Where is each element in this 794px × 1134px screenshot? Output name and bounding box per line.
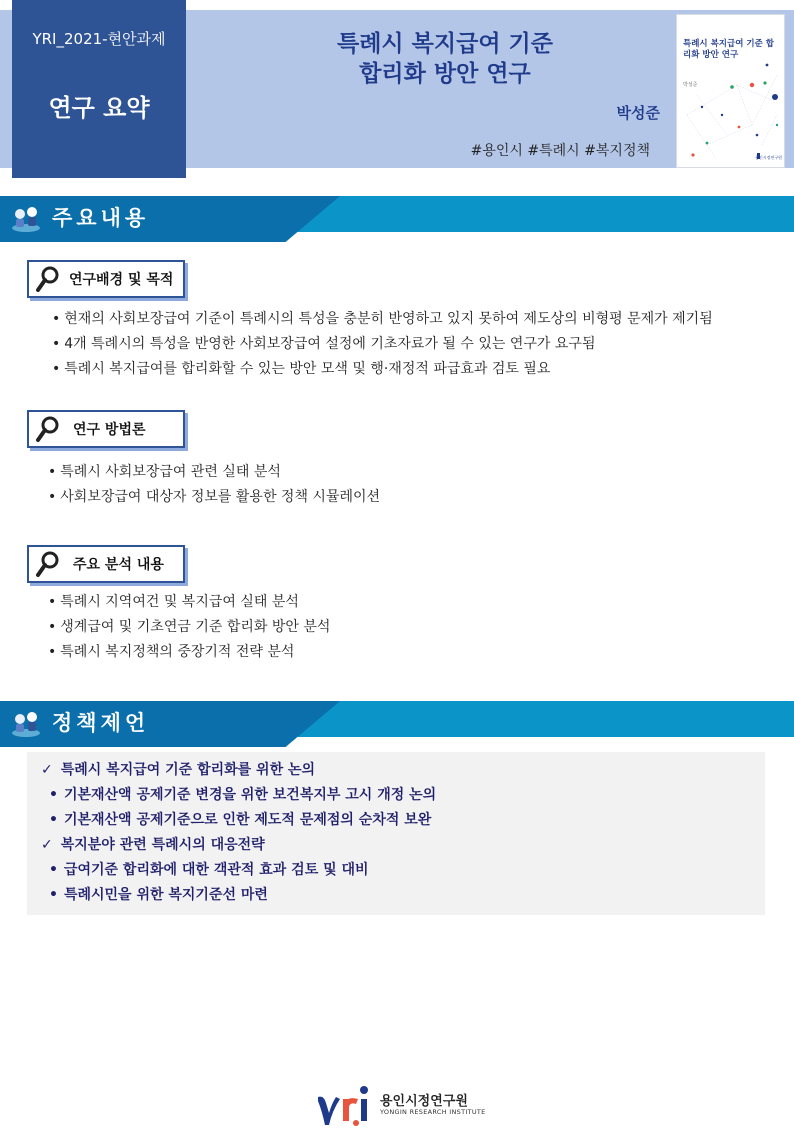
- cover-network-graphic: [677, 15, 784, 167]
- cover-author: 박성준: [683, 82, 698, 88]
- magnifier-icon: [35, 415, 61, 443]
- report-code: YRI_2021-현안과제: [32, 30, 166, 48]
- section-bar-main: [0, 196, 794, 242]
- policy-recommendation-box: [27, 752, 765, 915]
- subsection-label-method: 연구 방법론: [73, 422, 146, 438]
- section-title-policy: 정책제언: [52, 711, 150, 735]
- footer-org-name: 용인시정연구원: [380, 1094, 468, 1109]
- bullet-list-background: [52, 307, 713, 382]
- policy-subitem: • 기본재산액 공제기준으로 인한 제도적 문제점의 순차적 보완: [41, 808, 436, 833]
- section-bar-policy: [0, 701, 794, 747]
- list-item: • 특례시 지역여건 및 복지급여 실태 분석: [48, 590, 330, 615]
- magnifier-icon: [35, 265, 61, 293]
- subsection-label-background: 연구배경 및 목적: [69, 272, 174, 288]
- section-title-main: 주요내용: [52, 206, 150, 230]
- policy-subitem: • 특례시민을 위한 복지기준선 마련: [41, 883, 436, 908]
- list-item: • 특례시 사회보장급여 관련 실태 분석: [48, 460, 380, 485]
- institute-logo-icon: [316, 1083, 374, 1127]
- subsection-header-background: [27, 260, 185, 298]
- list-item: • 특례시 복지급여를 합리화할 수 있는 방안 모색 및 행·재정적 파급효과 검토 필요: [52, 357, 713, 382]
- footer-org-name-en: YONGIN RESEARCH INSTITUTE: [380, 1108, 486, 1116]
- people-network-icon: [8, 707, 44, 739]
- policy-subitem: • 급여기준 합리화에 대한 객관적 효과 검토 및 대비: [41, 858, 436, 883]
- author: 박성준: [616, 104, 660, 122]
- subsection-header-method: [27, 410, 185, 448]
- list-item: • 생계급여 및 기초연금 기준 합리화 방안 분석: [48, 615, 330, 640]
- report-title: [290, 30, 600, 90]
- subsection-label-analysis: 주요 분석 내용: [73, 557, 164, 573]
- section-bar-tab: [0, 196, 340, 242]
- list-item: • 현재의 사회보장급여 기준이 특례시의 특성을 충분히 반영하고 있지 못하여 제도상의 비형평 문제가 제기됨: [52, 307, 713, 332]
- hashtags: #용인시 #특례시 #복지정책: [470, 143, 650, 159]
- report-title-line2: 합리화 방안 연구: [359, 60, 531, 87]
- bullet-list-analysis: [48, 590, 330, 665]
- policy-subitem: • 기본재산액 공제기준 변경을 위한 보건복지부 고시 개정 논의: [41, 783, 436, 808]
- list-item: • 4개 특례시의 특성을 반영한 사회보장급여 설정에 기초자료가 될 수 있는 연구가 요구됨: [52, 332, 713, 357]
- report-title-line1: 특례시 복지급여 기준: [337, 31, 553, 57]
- list-item: • 사회보장급여 대상자 정보를 활용한 정책 시뮬레이션: [48, 485, 380, 510]
- list-item: • 특례시 복지정책의 중장기적 전략 분석: [48, 640, 330, 665]
- bullet-list-method: [48, 460, 380, 510]
- policy-item: ✓ 특례시 복지급여 기준 합리화를 위한 논의: [41, 758, 436, 783]
- cover-org: 용인시정연구원: [755, 155, 783, 160]
- policy-item: ✓ 복지분야 관련 특례시의 대응전략: [41, 833, 436, 858]
- subsection-header-analysis: [27, 545, 185, 583]
- report-cover-thumbnail: [676, 14, 785, 168]
- section-bar-tab: [0, 701, 340, 747]
- header-label-box: [12, 0, 186, 178]
- people-network-icon: [8, 202, 44, 234]
- cover-title: 특례시 복지급여 기준 합리화 방안 연구: [683, 39, 774, 60]
- summary-label: 연구 요약: [48, 94, 150, 122]
- magnifier-icon: [35, 550, 61, 578]
- policy-list: [41, 758, 436, 908]
